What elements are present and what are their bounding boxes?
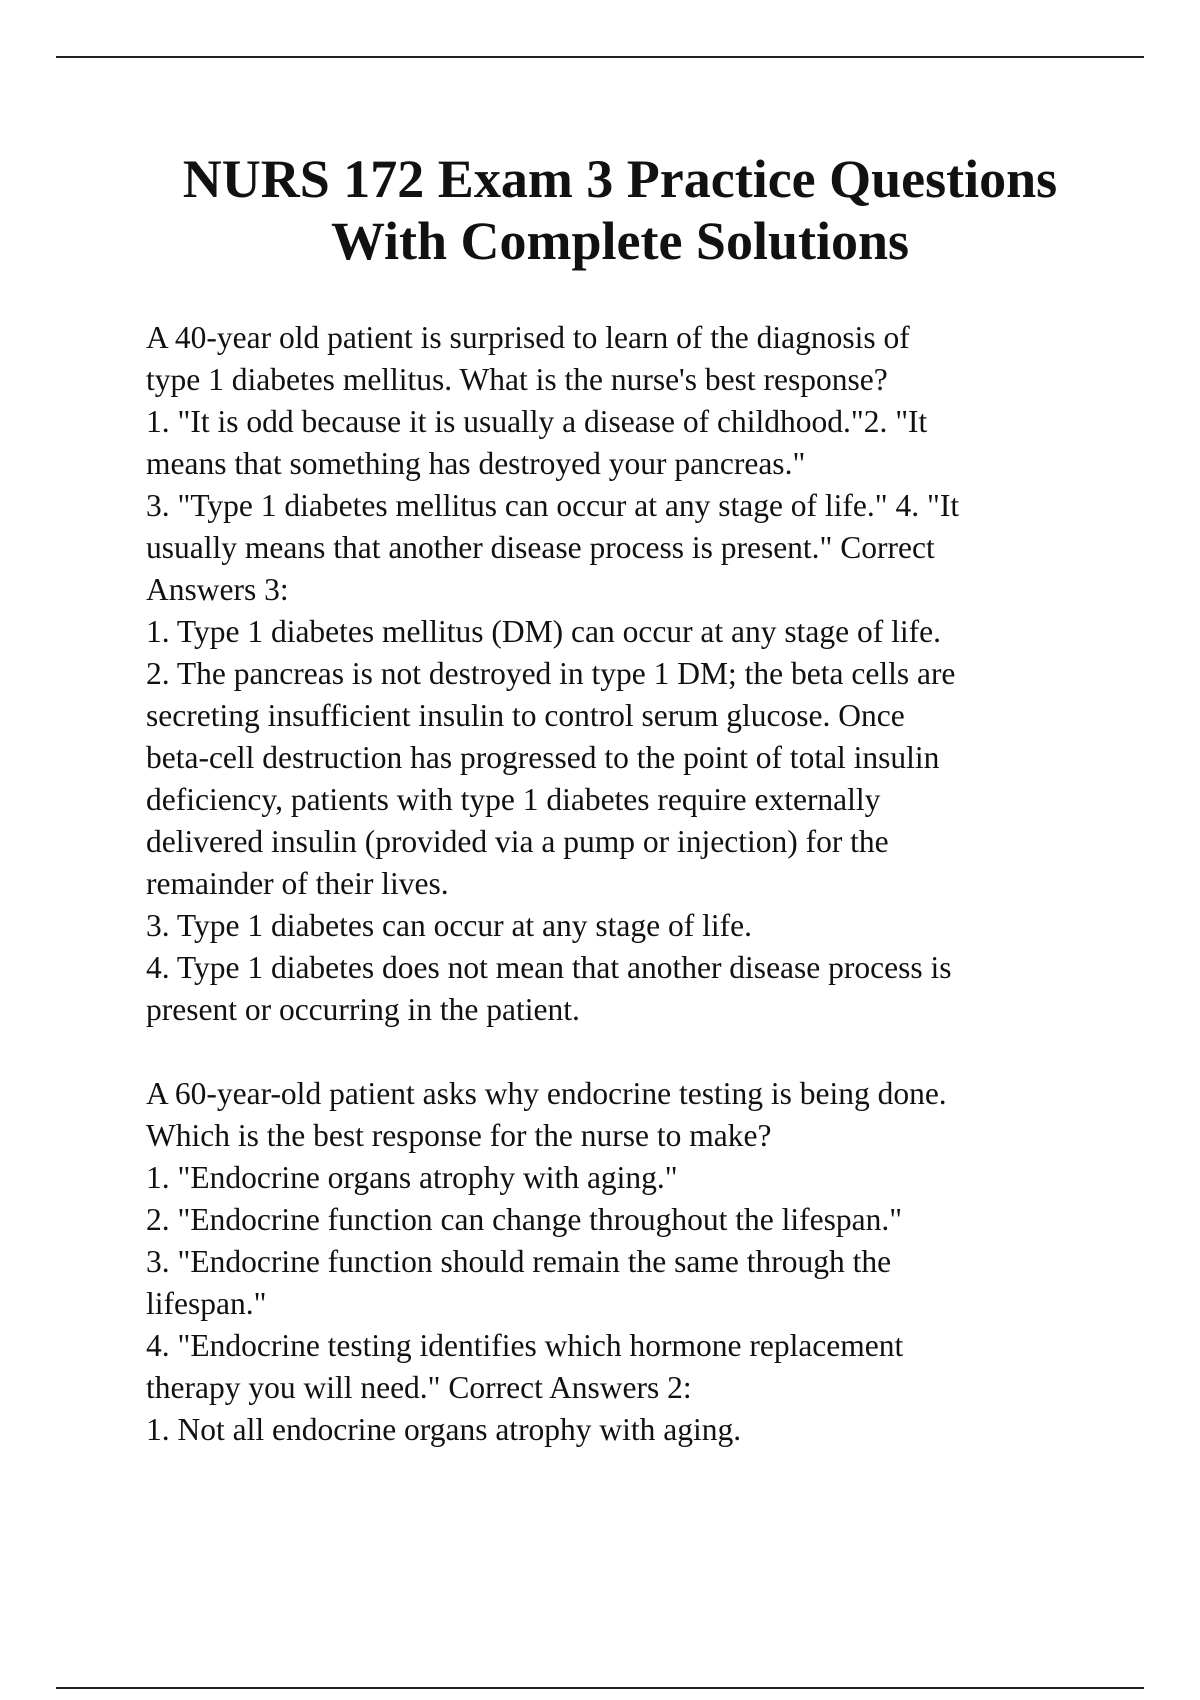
text-line: 3. Type 1 diabetes can occur at any stage of life. — [146, 908, 752, 943]
text-line: 2. The pancreas is not destroyed in type 1 DM; the beta cells are — [146, 656, 956, 691]
text-line: Answers 3: — [146, 572, 289, 607]
text-line: usually means that another disease process is present." Correct — [146, 530, 935, 565]
text-line: 1. "It is odd because it is usually a disease of childhood."2. "It — [146, 404, 928, 439]
question-block-1 — [146, 317, 1106, 1031]
text-line: Which is the best response for the nurse to make? — [146, 1118, 772, 1153]
text-line: 1. "Endocrine organs atrophy with aging." — [146, 1160, 678, 1195]
text-line: type 1 diabetes mellitus. What is the nurse's best response? — [146, 362, 888, 397]
bottom-divider — [56, 1687, 1144, 1689]
text-line: 1. Not all endocrine organs atrophy with aging. — [146, 1412, 742, 1447]
title-line: With Complete Solutions — [330, 211, 910, 271]
text-line: means that something has destroyed your pancreas." — [146, 446, 806, 481]
text-line: 3. "Endocrine function should remain the same through the — [146, 1244, 892, 1279]
text-line: A 40-year old patient is surprised to learn of the diagnosis of — [146, 320, 910, 355]
text-line: 4. "Endocrine testing identifies which hormone replacement — [146, 1328, 904, 1363]
text-line: 3. "Type 1 diabetes mellitus can occur at any stage of life." 4. "It — [146, 488, 960, 523]
text-line: beta-cell destruction has progressed to the point of total insulin — [146, 740, 940, 775]
title-line: NURS 172 Exam 3 Practice Questions — [182, 149, 1058, 209]
text-line: lifespan." — [146, 1286, 267, 1321]
text-line: 2. "Endocrine function can change throughout the lifespan." — [146, 1202, 903, 1237]
top-divider — [56, 56, 1144, 58]
text-line: A 60-year-old patient asks why endocrine testing is being done. — [146, 1076, 947, 1111]
document-title — [120, 148, 1120, 272]
document-body — [146, 317, 1106, 1493]
text-line: remainder of their lives. — [146, 866, 449, 901]
text-line: 1. Type 1 diabetes mellitus (DM) can occur at any stage of life. — [146, 614, 941, 649]
text-line: present or occurring in the patient. — [146, 992, 580, 1027]
text-line: secreting insufficient insulin to control serum glucose. Once — [146, 698, 905, 733]
text-line: delivered insulin (provided via a pump or injection) for the — [146, 824, 889, 859]
question-block-2 — [146, 1073, 1106, 1451]
text-line: 4. Type 1 diabetes does not mean that another disease process is — [146, 950, 952, 985]
text-line: deficiency, patients with type 1 diabetes require externally — [146, 782, 881, 817]
text-line: therapy you will need." Correct Answers 2: — [146, 1370, 692, 1405]
